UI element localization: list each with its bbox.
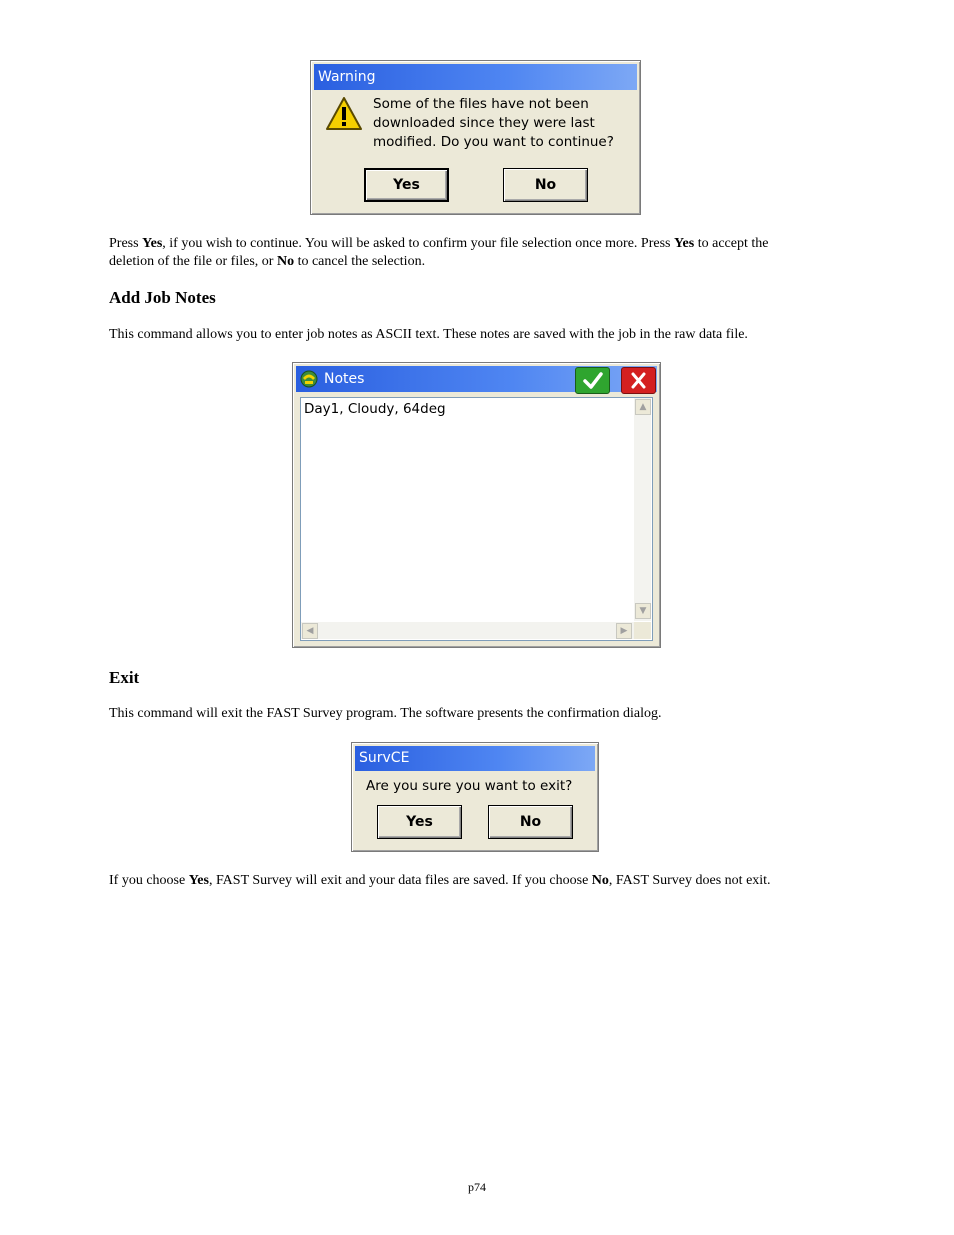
warning-dialog [310,60,641,215]
exit-no-button[interactable]: No [488,805,573,839]
warning-yes-button[interactable]: Yes [364,168,449,202]
confirm-paragraph-line2 [109,253,849,271]
exit-description: This command will exit the FAST Survey program. The software presents the confirmation dialog. [109,706,662,721]
exit-yes-button[interactable]: Yes [377,805,462,839]
para-text: to accept the [694,236,769,251]
notes-content: Day1, Cloudy, 64deg [304,401,446,417]
warning-no-button[interactable]: No [503,168,588,202]
para-text: , FAST Survey does not exit. [608,873,771,888]
warning-triangle-icon [325,95,363,133]
warning-message-line2: downloaded since they were last [373,115,595,131]
add-job-notes-description: This command allows you to enter job notes as ASCII text. These notes are saved with the job in the raw data file. [109,327,748,342]
warning-message-line3: modified. Do you want to continue? [373,134,614,150]
checkmark-icon [576,368,609,393]
horizontal-scrollbar[interactable] [301,622,634,639]
notes-ok-button[interactable] [575,367,610,394]
exit-dialog [351,742,599,852]
confirm-paragraph [109,235,849,271]
para-text: If you choose [109,873,189,888]
notes-close-button[interactable] [621,367,656,394]
notes-title: Notes [324,371,365,387]
scroll-up-icon[interactable]: ▲ [635,399,651,415]
scroll-right-icon[interactable]: ▶ [616,623,632,639]
para-text: deletion of the file or files, or [109,254,277,269]
para-bold-no: No [591,873,609,888]
para-bold-yes: Yes [142,236,163,251]
scroll-down-icon[interactable]: ▼ [635,603,651,619]
warning-message [373,95,614,152]
notes-app-icon [299,369,319,389]
scroll-left-icon[interactable]: ◀ [302,623,318,639]
vertical-scrollbar[interactable] [634,398,651,621]
para-bold-no: No [276,254,295,269]
exit-title: SurvCE [359,750,410,766]
para-text: , if you wish to continue. You will be asked to confirm your file selection once more. Press [162,236,674,251]
close-icon [622,368,655,393]
warning-message-line1: Some of the files have not been [373,96,589,112]
para-text: to cancel the selection. [294,254,426,269]
para-text: Press [109,236,143,251]
add-job-notes-heading: Add Job Notes [109,288,216,307]
exit-titlebar [355,746,595,771]
notes-dialog [292,362,661,648]
para-text: , FAST Survey will exit and your data files are saved. If you choose [208,873,592,888]
para-bold-yes: Yes [188,873,209,888]
exit-heading: Exit [109,668,140,687]
warning-titlebar [314,64,637,90]
exit-paragraph [109,872,869,890]
para-bold-yes: Yes [674,236,695,251]
confirm-paragraph-line1 [109,235,849,253]
page-number: p74 [468,1180,486,1194]
exit-message: Are you sure you want to exit? [366,778,573,794]
notes-textarea[interactable] [300,397,653,641]
scrollbar-corner [634,622,651,639]
warning-title: Warning [318,69,376,85]
